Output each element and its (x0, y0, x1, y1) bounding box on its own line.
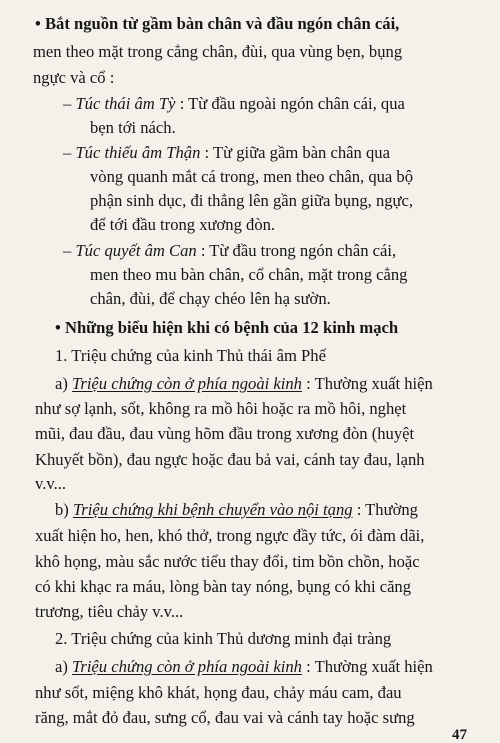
text-line: ngực và cổ : (33, 68, 115, 87)
text-line: như sợ lạnh, sốt, không ra mồ hôi hoặc ra mồ hôi, nghẹt (35, 399, 407, 418)
text-line: để tới đầu trong xương đòn. (90, 215, 276, 234)
text-line: men theo mu bàn chân, cổ chân, mặt trong cẳng (90, 265, 408, 284)
text-line: • Bắt nguồn từ gầm bàn chân và đầu ngón chân cái, (35, 14, 400, 33)
text-line: khô họng, màu sắc nước tiểu thay đổi, tim bồn chồn, hoặc (35, 552, 420, 571)
text-line: vòng quanh mắt cá trong, men theo chân, qua bộ (90, 167, 414, 186)
text-line: Khuyết bồn), đau ngực hoặc đau bả vai, cánh tay đau, lạnh (35, 450, 425, 469)
text-line: như sốt, miệng khô khát, họng đau, chảy máu cam, đau (35, 683, 402, 702)
subsection-heading: 2. Triệu chứng của kinh Thủ dương minh đại tràng (55, 629, 392, 648)
text-line: bẹn tới nách. (90, 118, 176, 137)
text-line: a) Triệu chứng còn ở phía ngoài kinh : Thường xuất hiện (55, 374, 433, 393)
text-line: v.v... (35, 474, 67, 493)
text-line: chân, đùi, để chạy chéo lên hạ sườn. (90, 289, 331, 308)
text-line: mũi, đau đầu, đau vùng hõm đầu trong xương đòn (huyệt (35, 424, 415, 443)
text-line: b) Triệu chứng khi bệnh chuyển vào nội tạng : Thường (55, 500, 418, 519)
text-line: men theo mặt trong cẳng chân, đùi, qua vùng bẹn, bụng (33, 42, 403, 61)
text-line: răng, mắt đỏ đau, sưng cổ, đau vai và cánh tay hoặc sưng (35, 708, 415, 727)
text-line: xuất hiện ho, hen, khó thở, trong ngực đầy tức, ói đàm dãi, (35, 526, 425, 545)
subsection-heading: 1. Triệu chứng của kinh Thủ thái âm Phế (55, 346, 326, 365)
page-number: 47 (452, 727, 467, 743)
text-line: – Túc thái âm Tỳ : Từ đầu ngoài ngón chân cái, qua (63, 94, 405, 113)
text-line: – Túc thiếu âm Thận : Từ giữa gầm bàn chân qua (63, 143, 390, 162)
text-line: phận sinh dục, đi thẳng lên gần giữa bụng, ngực, (90, 191, 414, 210)
text-line: a) Triệu chứng còn ở phía ngoài kinh : Thường xuất hiện (55, 657, 433, 676)
text-line: có khi khạc ra máu, lòng bàn tay nóng, bụng có khi căng (35, 577, 412, 596)
text-line: – Túc quyết âm Can : Từ đầu trong ngón chân cái, (63, 241, 397, 260)
section-heading: • Những biểu hiện khi có bệnh của 12 kinh mạch (55, 318, 399, 337)
text-line: trương, tiêu chảy v.v... (35, 602, 184, 621)
